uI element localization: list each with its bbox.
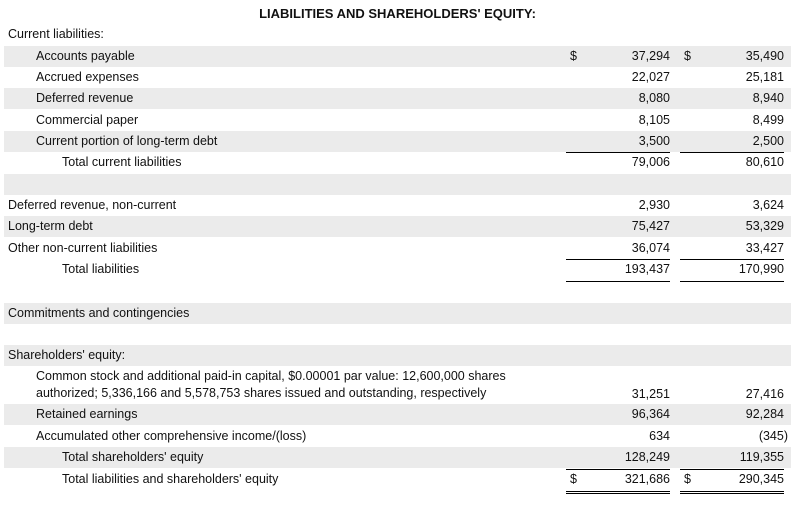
table-row-grand-total — [4, 469, 791, 490]
value-prior-year: 80,610 — [745, 155, 784, 169]
row-label-line2: authorized; 5,336,166 and 5,578,753 shares issued and outstanding, respectively — [36, 386, 487, 400]
heading-text: LIABILITIES AND SHAREHOLDERS' EQUITY: — [259, 6, 536, 21]
value-current-year: 634 — [649, 429, 670, 443]
value-current-year: 128,249 — [624, 450, 670, 464]
currency-symbol: $ — [570, 472, 577, 486]
row-label-line1: Common stock and additional paid-in capital, $0.00001 par value: 12,600,000 shares — [36, 369, 506, 383]
table-row — [4, 131, 791, 152]
value-prior-year: 53,329 — [745, 219, 784, 233]
value-current-year: 8,080 — [638, 91, 670, 105]
row-label: Long-term debt — [8, 219, 93, 233]
table-row — [4, 46, 791, 67]
table-row-total — [4, 152, 791, 173]
row-label: Deferred revenue — [36, 91, 134, 105]
spacer-row — [4, 282, 791, 303]
value-prior-year: 33,427 — [745, 241, 784, 255]
table-row — [4, 67, 791, 88]
row-label: Current portion of long-term debt — [36, 134, 218, 148]
row-label: Other non-current liabilities — [8, 241, 158, 255]
value-prior-year: 92,284 — [745, 407, 784, 421]
value-prior-year: 8,940 — [752, 91, 784, 105]
row-label: Total current liabilities — [62, 155, 182, 169]
value-prior-year: 290,345 — [738, 472, 784, 486]
value-current-year: 31,251 — [631, 387, 670, 401]
row-label: Accrued expenses — [36, 70, 139, 84]
double-underline — [680, 491, 784, 494]
spacer-row — [4, 174, 791, 195]
value-current-year: 8,105 — [638, 113, 670, 127]
row-label: Commitments and contingencies — [8, 306, 190, 320]
value-prior-year: 2,500 — [752, 134, 784, 148]
table-row-total — [4, 447, 791, 468]
spacer-row — [4, 324, 791, 345]
row-label: Deferred revenue, non-current — [8, 198, 177, 212]
value-current-year: 36,074 — [631, 241, 670, 255]
table-row — [4, 426, 791, 447]
table-row — [4, 110, 791, 131]
value-current-year: 2,930 — [638, 198, 670, 212]
table-row — [4, 404, 791, 425]
table-row-total — [4, 259, 791, 280]
table-row — [4, 216, 791, 237]
row-label: Commercial paper — [36, 113, 139, 127]
value-prior-year: 119,355 — [739, 450, 784, 464]
table-row — [4, 195, 791, 216]
currency-symbol: $ — [684, 49, 691, 63]
value-prior-year: 35,490 — [745, 49, 784, 63]
table-row — [4, 303, 791, 324]
section-header-equity — [4, 345, 791, 366]
value-prior-year: 3,624 — [752, 198, 784, 212]
row-label: Shareholders' equity: — [8, 348, 126, 362]
value-current-year: 321,686 — [624, 472, 670, 486]
value-current-year: 193,437 — [624, 262, 670, 276]
value-current-year: 79,006 — [631, 155, 670, 169]
value-prior-year: 170,990 — [738, 262, 784, 276]
value-prior-year: 8,499 — [752, 113, 784, 127]
statement-heading — [0, 4, 795, 24]
table-row — [4, 238, 791, 259]
currency-symbol: $ — [684, 472, 691, 486]
row-label: Accounts payable — [36, 49, 135, 63]
row-label: Total liabilities and shareholders' equity — [62, 472, 279, 486]
value-current-year: 96,364 — [631, 407, 670, 421]
table-row — [4, 366, 791, 404]
table-row — [4, 88, 791, 109]
row-label: Retained earnings — [36, 407, 138, 421]
double-underline — [566, 491, 670, 494]
row-label: Total liabilities — [62, 262, 140, 276]
value-current-year: 75,427 — [631, 219, 670, 233]
currency-symbol: $ — [570, 49, 577, 63]
value-current-year: 3,500 — [638, 134, 670, 148]
section-header-current-liabilities — [4, 24, 791, 45]
row-label: Current liabilities: — [8, 27, 104, 41]
value-current-year: 37,294 — [631, 49, 670, 63]
value-prior-year: (345) — [758, 429, 788, 443]
value-prior-year: 27,416 — [745, 387, 784, 401]
row-label: Total shareholders' equity — [62, 450, 204, 464]
value-current-year: 22,027 — [631, 70, 670, 84]
row-label: Accumulated other comprehensive income/(loss) — [36, 429, 307, 443]
value-prior-year: 25,181 — [745, 70, 784, 84]
